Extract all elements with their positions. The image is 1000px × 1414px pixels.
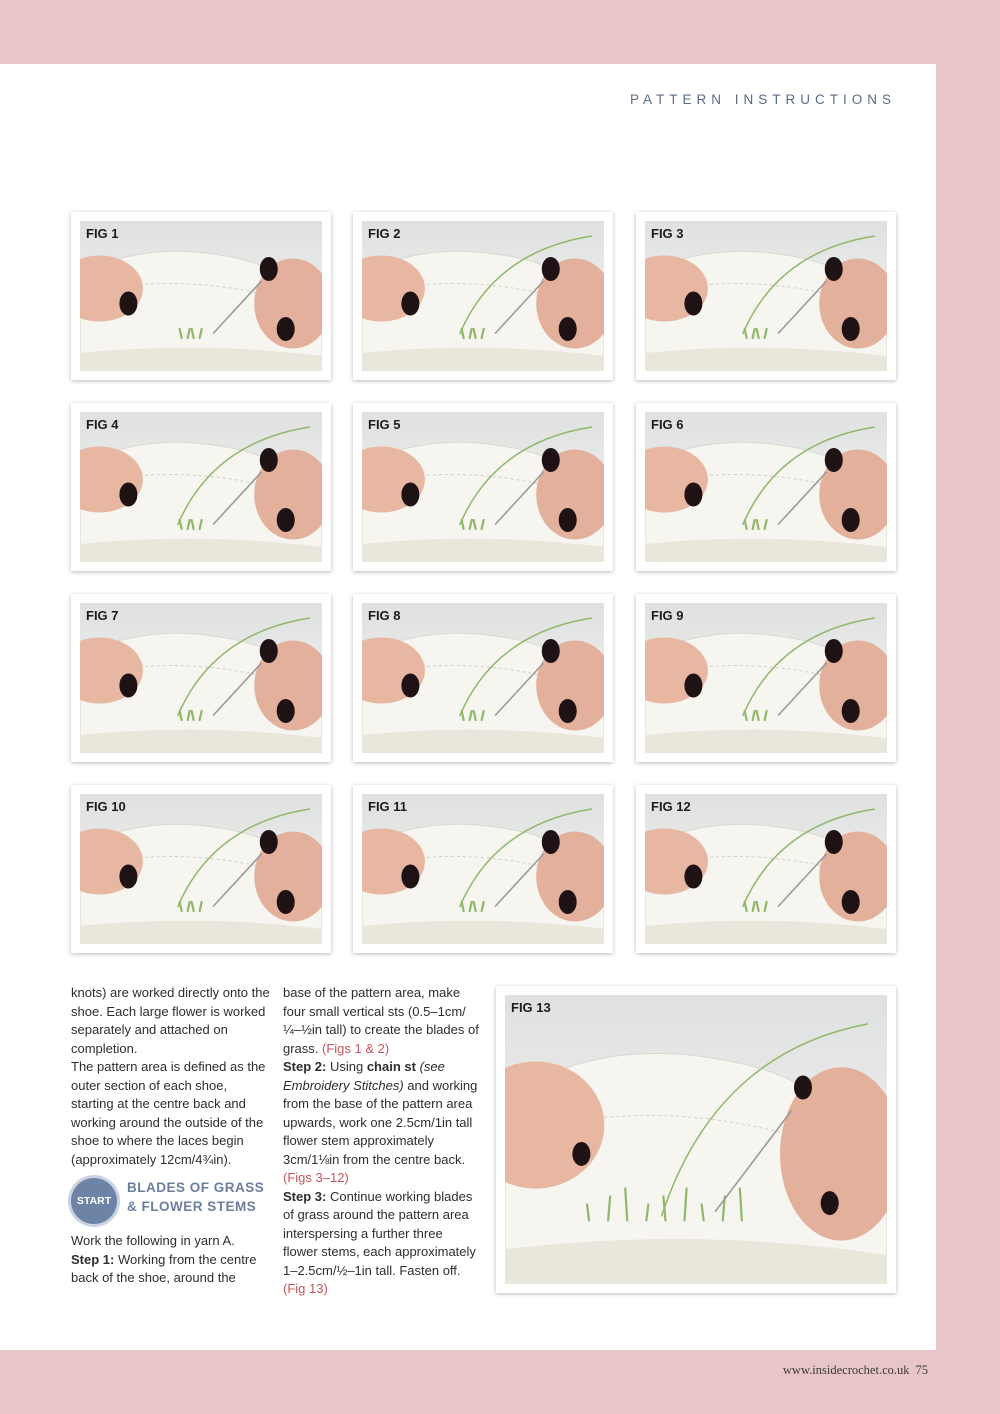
painted-nail [559,890,577,914]
painted-nail [825,448,843,472]
painted-nail [277,508,295,532]
painted-nail [559,699,577,723]
figure-2 [353,212,613,380]
embroidery-photo [362,221,604,371]
figure-label: FIG 8 [368,608,401,623]
figure-reference: (Figs 3–12) [283,1170,349,1185]
figure-13 [496,986,896,1293]
text-column-2 [283,984,479,1299]
section-header: PATTERN INSTRUCTIONS [629,92,896,107]
painted-nail [260,639,278,663]
figure-label: FIG 11 [368,799,408,814]
painted-nail [842,317,860,341]
figure-9 [636,594,896,762]
step-text: and working from the base of the pattern area upwards, work one 2.5cm/1in tall flower stem approximately 3cm/1⅛in from the centre back. [283,1077,478,1167]
figure-11 [353,785,613,953]
embroidery-photo [505,995,887,1284]
figure-label: FIG 6 [651,417,684,432]
painted-nail [542,639,560,663]
painted-nail [277,699,295,723]
photo-illustration [80,794,322,944]
embroidery-photo [80,412,322,562]
painted-nail [542,830,560,854]
painted-nail [825,639,843,663]
step-text: Working from the centre back of the shoe, around the [71,1251,257,1285]
figure-reference: (Fig 13) [283,1281,328,1296]
step-3 [283,1188,479,1299]
embroidery-photo [80,603,322,753]
photo-illustration [362,221,604,371]
figure-8 [353,594,613,762]
painted-nail [401,292,419,316]
photo-illustration [645,221,887,371]
photo-illustration [505,995,887,1284]
paragraph: The pattern area is defined as the outer section of each shoe, starting at the centre back and working around the outside of the shoe to where the laces begin (approximately 12cm/4¾in). [71,1059,266,1167]
painted-nail [825,830,843,854]
website-url: www.insidecrochet.co.uk [782,1363,910,1377]
painted-nail [559,508,577,532]
start-badge: START [71,1178,117,1224]
page-footer [783,1363,928,1378]
painted-nail [401,483,419,507]
step-text: Using [326,1059,367,1074]
figure-label: FIG 10 [86,799,126,814]
page-number: 75 [915,1363,928,1377]
figure-3 [636,212,896,380]
painted-nail [260,830,278,854]
painted-nail [821,1191,839,1215]
figure-12 [636,785,896,953]
painted-nail [825,257,843,281]
step-label: Step 1: [71,1251,115,1267]
paragraph: knots) are worked directly onto the shoe. Each large flower is worked separately and attached on completion. [71,985,270,1056]
step-text: Continue working blades of grass around the pattern area interspersing a further three flower stems, each approximately 1–2.5cm/½–1in tall. Fasten off. [283,1188,476,1278]
step-2 [283,1058,479,1188]
start-section-heading [71,1178,271,1234]
figure-6 [636,403,896,571]
step-label: Step 3: [283,1188,327,1204]
painted-nail [684,674,702,698]
figure-4 [71,403,331,571]
painted-nail [401,674,419,698]
embroidery-photo [362,794,604,944]
step-1-continued [283,984,479,1058]
figure-10 [71,785,331,953]
stitch-name: chain st [366,1059,416,1074]
painted-nail [684,483,702,507]
embroidery-photo [80,221,322,371]
embroidery-photo [362,603,604,753]
embroidery-photo [645,794,887,944]
figure-label: FIG 3 [651,226,684,241]
embroidery-photo [362,412,604,562]
embroidery-photo [80,794,322,944]
embroidery-photo [645,603,887,753]
section-title: BLADES OF GRASS & FLOWER STEMS [127,1180,265,1214]
figure-1 [71,212,331,380]
step-1 [71,1251,271,1288]
figure-label: FIG 4 [86,417,119,432]
figure-label: FIG 1 [86,226,119,241]
painted-nail [401,865,419,889]
photo-illustration [80,221,322,371]
figure-reference: (Figs 1 & 2) [322,1040,390,1056]
cross-reference: (see Embroidery Stitches) [283,1059,445,1093]
painted-nail [119,483,137,507]
photo-illustration [645,603,887,753]
photo-illustration [362,603,604,753]
painted-nail [572,1142,590,1166]
painted-nail [684,292,702,316]
photo-illustration [80,412,322,562]
painted-nail [277,317,295,341]
step-label: Step 2: [283,1059,327,1074]
text-column-1 [71,984,271,1288]
painted-nail [542,448,560,472]
step-text: base of the pattern area, make four small vertical sts (0.5–1cm/ ¼–½in tall) to create the blades of grass. [283,985,479,1056]
painted-nail [277,890,295,914]
painted-nail [842,508,860,532]
photo-illustration [645,794,887,944]
painted-nail [842,890,860,914]
embroidery-photo [645,412,887,562]
painted-nail [842,699,860,723]
painted-nail [684,865,702,889]
figure-7 [71,594,331,762]
paragraph: Work the following in yarn A. [71,1233,235,1248]
painted-nail [260,257,278,281]
painted-nail [542,257,560,281]
photo-illustration [362,794,604,944]
painted-nail [559,317,577,341]
photo-illustration [645,412,887,562]
figure-label: FIG 13 [511,1000,551,1015]
figure-label: FIG 7 [86,608,119,623]
painted-nail [794,1075,812,1099]
painted-nail [260,448,278,472]
painted-nail [119,674,137,698]
painted-nail [119,865,137,889]
embroidery-photo [645,221,887,371]
photo-illustration [362,412,604,562]
figure-label: FIG 9 [651,608,684,623]
figure-label: FIG 5 [368,417,401,432]
painted-nail [119,292,137,316]
figure-label: FIG 2 [368,226,401,241]
figure-label: FIG 12 [651,799,691,814]
figure-5 [353,403,613,571]
photo-illustration [80,603,322,753]
